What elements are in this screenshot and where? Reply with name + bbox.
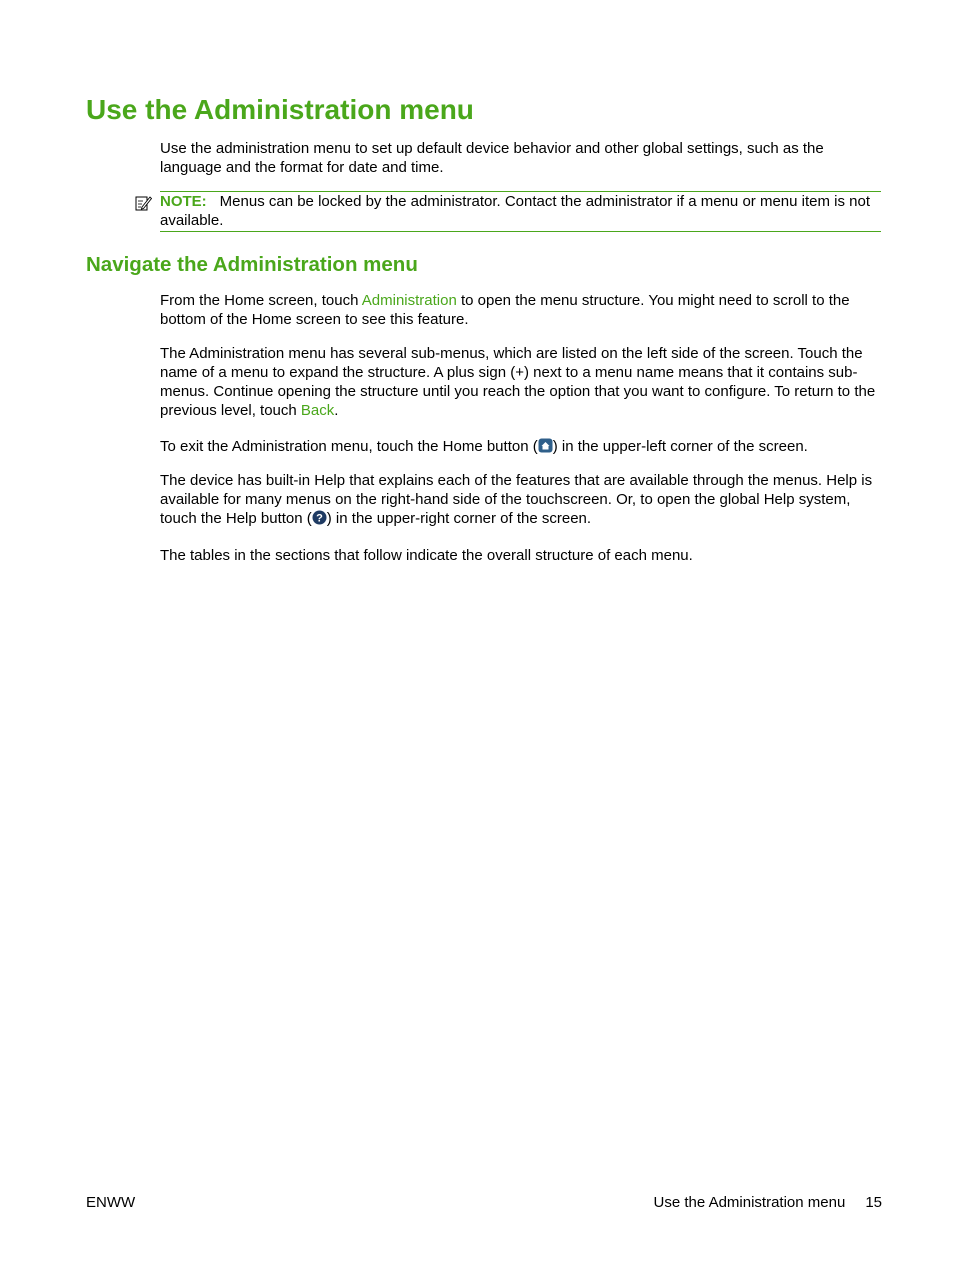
footer-section-title: Use the Administration menu <box>653 1194 846 1211</box>
note-label: NOTE: <box>160 193 207 210</box>
back-link[interactable]: Back <box>300 402 335 419</box>
page-title: Use the Administration menu <box>86 94 474 125</box>
navigate-paragraph-4 <box>160 471 885 528</box>
footer-right <box>654 1193 882 1212</box>
svg-text:?: ? <box>315 512 323 525</box>
note-box <box>160 191 881 232</box>
intro-paragraph: Use the administration menu to set up default device behavior and other global settings, such as the language and the format for date and time. <box>160 140 824 176</box>
p2-text-after: . <box>334 402 339 419</box>
footer-left: ENWW <box>86 1194 136 1211</box>
navigate-paragraph-1 <box>160 291 885 329</box>
home-icon <box>538 438 553 453</box>
p1-text-after: to open the menu structure. You might need to scroll to the bottom of the Home screen to see this feature. <box>160 292 850 328</box>
navigate-paragraph-3 <box>160 437 885 456</box>
p4-text-after: ) in the upper-right corner of the screen. <box>326 510 592 527</box>
navigate-paragraph-2 <box>160 344 885 420</box>
help-icon <box>312 510 327 525</box>
administration-link[interactable]: Administration <box>361 292 457 309</box>
page-number: 15 <box>865 1194 882 1211</box>
section-title: Navigate the Administration menu <box>86 253 418 276</box>
p2-text-before: The Administration menu has several sub-menus, which are listed on the left side of the screen. Touch the name of a menu to expand the structure. A plus sign (+) next to a menu name means that it contains sub-menus. Continue opening the structure until you reach the option that you want to configure. To return to the previous level, touch <box>160 345 876 419</box>
p4-text-before: The device has built-in Help that explains each of the features that are available through the menus. Help is available for many menus on the right-hand side of the touchscreen. Or, to open the global Help system, touch the Help button ( <box>160 472 873 527</box>
navigate-paragraph-5: The tables in the sections that follow indicate the overall structure of each menu. <box>160 547 693 564</box>
note-pencil-icon <box>135 195 152 211</box>
p3-text-before: To exit the Administration menu, touch the Home button ( <box>160 438 538 455</box>
p1-text-before: From the Home screen, touch <box>160 292 362 309</box>
p3-text-after: ) in the upper-left corner of the screen. <box>552 438 808 455</box>
note-text: Menus can be locked by the administrator. Contact the administrator if a menu or menu item is not available. <box>160 193 870 229</box>
